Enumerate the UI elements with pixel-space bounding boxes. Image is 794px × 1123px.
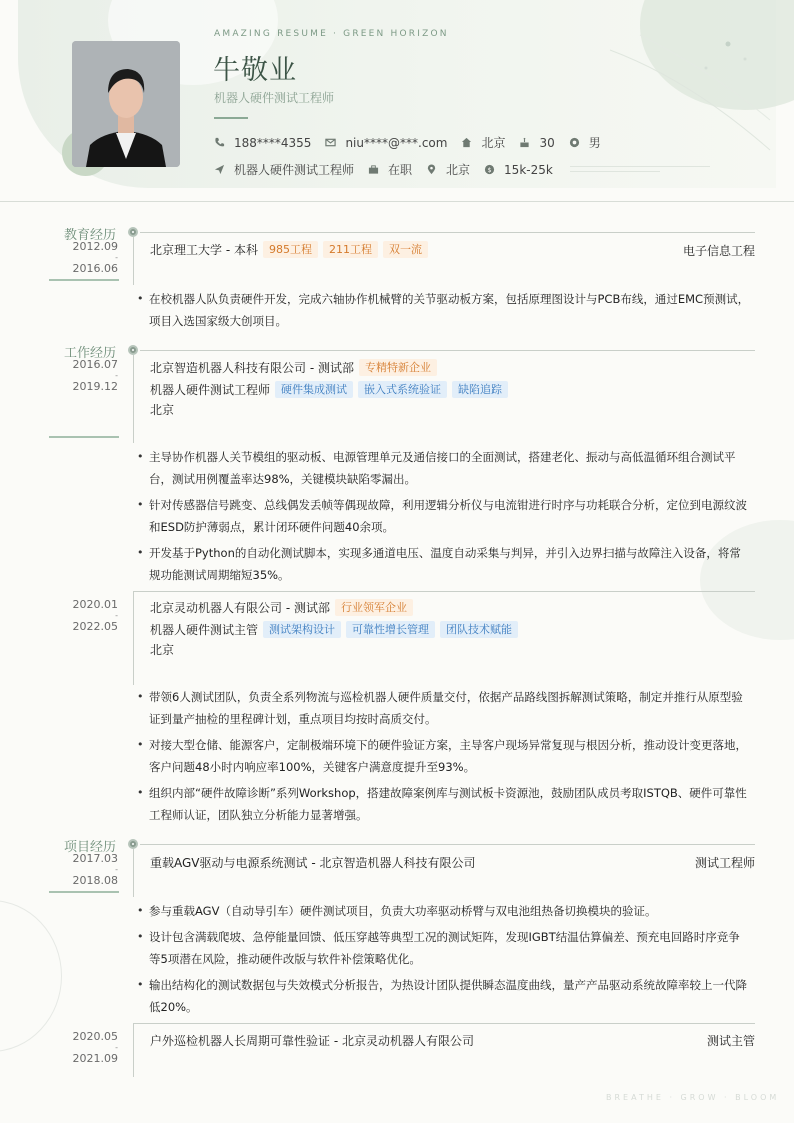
age-item [519,136,554,150]
work-city: 北京 [150,643,175,657]
date-separator: - [115,371,118,380]
education-bullet: • 在校机器人队负责硬件开发，完成六轴协作机械臂的关节驱动板方案，包括原理图设计与PCB布线，通过EMC预测试，项目入选国家级大创项目。 [137,288,750,332]
work-role-row [150,621,518,638]
project-start-date: 2020.05 [72,1030,118,1043]
city-item [461,134,505,151]
work-role-row [150,381,508,398]
entry-top-rule [140,844,755,845]
footer-tagline: BREATHE · GROW · BLOOM [606,1093,780,1102]
contact-row [214,134,615,151]
project-name: 户外巡检机器人长周期可靠性验证 - 北京灵动机器人有限公司 [150,1034,474,1048]
project-bullet: • 参与重载AGV（自动导引车）硬件测试项目，负责大功率驱动桥臂与双电池组热备切换模块的验证。 [137,900,750,922]
candidate-title: 机器人硬件测试工程师 [214,91,335,105]
project-bullet: • 设计包含满载爬坡、急停能量回馈、低压穿越等典型工况的测试矩阵，发现IGBT结温估算偏差、预充电回路时序竞争等5项潜在风险，推动硬件改版与软件补偿策略优化。 [137,926,750,970]
gender-icon [569,137,580,148]
job-intent-item [214,161,354,178]
briefcase-icon [368,164,379,175]
education-school-row [150,241,428,258]
work-company: 北京灵动机器人有限公司 - 测试部 [150,601,330,615]
decorative-circle [0,900,62,1052]
city-text: 北京 [481,136,506,150]
timeline-node [128,227,138,237]
work-company: 北京智造机器人科技有限公司 - 测试部 [150,361,354,375]
education-end-date: 2016.06 [72,262,118,275]
svg-text:$: $ [487,165,492,174]
section-rule [49,436,119,438]
profile-photo [72,41,180,167]
company-tag: 行业领军企业 [335,599,413,616]
section-rule [49,891,119,893]
company-tag: 专精特新企业 [359,359,437,376]
skill-tag: 缺陷追踪 [452,381,508,398]
title-underline [214,117,248,119]
phone-icon [214,137,225,148]
entry-top-rule [140,350,755,351]
decorative-curves [600,20,776,170]
project-end-date: 2021.09 [72,1052,118,1065]
work-bullet: • 对接大型仓储、能源客户，定制极端环境下的硬件验证方案，主导客户现场异常复现与根因分析，推动设计变更落地，客户问题48小时内响应率100%，关键客户满意度提升至93%。 [137,734,750,778]
education-major: 电子信息工程 [682,244,755,258]
resume-eyebrow: AMAZING RESUME · GREEN HORIZON [214,29,449,39]
money-icon [484,164,495,175]
work-start-date: 2020.01 [72,598,118,611]
phone-text: 188****4355 [234,135,312,150]
skill-tag: 嵌入式系统验证 [358,381,447,398]
status-text: 在职 [388,163,413,177]
header-divider [0,201,794,202]
intent-row [214,161,567,178]
project-role: 测试工程师 [694,856,755,870]
project-bullet: • 输出结构化的测试数据包与失效模式分析报告，为热设计团队提供瞬态温度曲线，量产产品驱动系统故障率较上一代降低20%。 [137,974,750,1018]
date-separator: - [115,253,118,262]
job-intent-text: 机器人硬件测试工程师 [234,163,355,177]
location-pin-icon [426,164,437,175]
target-city-text: 北京 [446,163,471,177]
education-tag: 双一流 [383,241,428,258]
education-school: 北京理工大学 - 本科 [150,243,258,257]
date-separator: - [115,611,118,620]
salary-item [484,163,553,177]
timeline-line [133,591,134,685]
decorative-line [570,166,710,167]
home-icon [461,137,472,148]
mail-icon [325,137,336,148]
entry-top-rule [133,1023,755,1024]
work-bullet: • 主导协作机器人关节模组的驱动板、电源管理单元及通信接口的全面测试，搭建老化、振动与高低温循环组合测试平台，测试用例覆盖率达98%，关键模块缺陷零漏出。 [137,446,750,490]
timeline-line [133,237,134,285]
timeline-node [128,839,138,849]
section-title-education: 教育经历 [63,228,116,243]
skill-tag: 团队技术赋能 [440,621,518,638]
cake-icon [519,137,530,148]
target-city-item [426,161,470,178]
project-end-date: 2018.08 [72,874,118,887]
phone-item [214,136,311,150]
work-company-row [150,599,413,616]
work-company-row [150,359,437,376]
project-name: 重载AGV驱动与电源系统测试 - 北京智造机器人科技有限公司 [150,856,476,870]
email-text: niu****@***.com [345,135,448,150]
work-bullet: • 开发基于Python的自动化测试脚本，实现多通道电压、温度自动采集与判异，并引入边界扫描与故障注入设备，将常规功能测试周期缩短35%。 [137,542,750,586]
education-start-date: 2012.09 [72,240,118,253]
section-rule [49,279,119,281]
candidate-name: 牛敬业 [213,55,297,86]
status-item [368,161,412,178]
education-tag: 211工程 [323,241,378,258]
timeline-node [128,345,138,355]
skill-tag: 测试架构设计 [263,621,341,638]
section-title-work: 工作经历 [63,346,116,361]
skill-tag: 可靠性增长管理 [346,621,435,638]
email-item [325,136,447,150]
work-bullet: • 带领6人测试团队，负责全系列物流与巡检机器人硬件质量交付，依据产品路线图拆解测试策略，制定并推行从原型验证到量产抽检的里程碑计划，重点项目均按时高质交付。 [137,686,750,730]
gender-text: 男 [588,136,601,150]
age-text: 30 [539,135,555,150]
work-start-date: 2016.07 [72,358,118,371]
decorative-line [570,171,660,172]
date-separator: - [115,1043,118,1052]
send-icon [214,164,225,175]
date-separator: - [115,865,118,874]
project-role: 测试主管 [706,1034,755,1048]
work-bullet: • 针对传感器信号跳变、总线偶发丢帧等偶现故障，利用逻辑分析仪与电流钳进行时序与功耗联合分析，定位到电源纹波和ESD防护薄弱点，累计闭环硬件问题40余项。 [137,494,750,538]
timeline-line [133,849,134,897]
skill-tag: 硬件集成测试 [275,381,353,398]
work-end-date: 2019.12 [72,380,118,393]
work-bullet: • 组织内部“硬件故障诊断”系列Workshop，搭建故障案例库与测试板卡资源池，鼓励团队成员考取ISTQB、硬件可靠性工程师认证，团队独立分析能力显著增强。 [137,782,750,826]
work-role: 机器人硬件测试主管 [150,623,259,637]
gender-item [569,134,601,151]
section-title-project: 项目经历 [63,840,116,855]
entry-top-rule [133,591,755,592]
entry-top-rule [140,232,755,233]
salary-text: 15k-25k [504,162,553,177]
project-start-date: 2017.03 [72,852,118,865]
work-city: 北京 [150,403,175,417]
timeline-line [133,1023,134,1077]
education-tag: 985工程 [263,241,318,258]
timeline-line [133,355,134,443]
work-role: 机器人硬件测试工程师 [150,383,271,397]
work-end-date: 2022.05 [72,620,118,633]
